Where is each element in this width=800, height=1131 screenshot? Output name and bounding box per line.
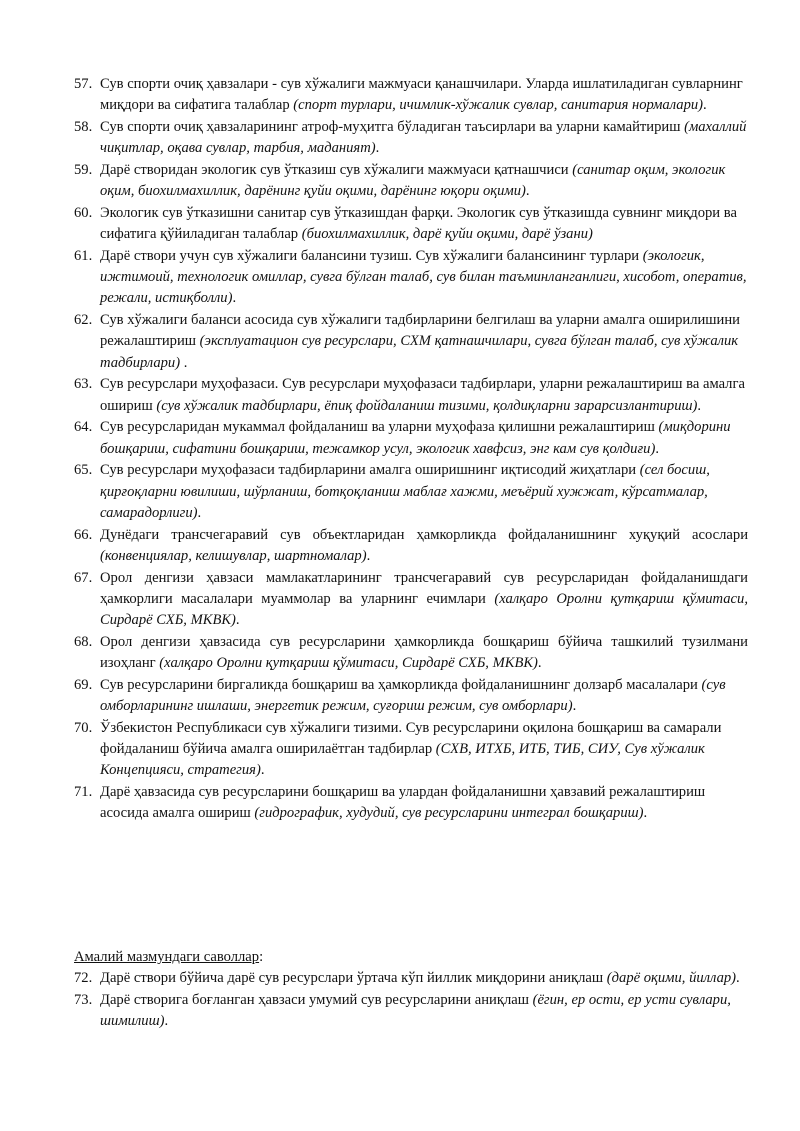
item-tail: . <box>572 698 577 715</box>
item-keywords: (сув хўжалик тадбирлари, ёпиқ фойдаланиш тизими, қолдиқларни зарарсизлантириш) <box>156 397 698 414</box>
item-keywords: (халқаро Оролни қутқариш қўмитаси, Сирдарё СХБ, МКВК) <box>100 590 748 629</box>
item-main-text: Сув спорти очиқ ҳавзалари - сув хўжалиги мажмуаси қанашчилари. Уларда ишлатиладиган сувларнинг миқдори ва сифатига талаблар <box>100 76 743 114</box>
item-main-text: Орол денгизи ҳавзасида сув ресурсларини ҳамкорликда бошқариш бўйича ташкилий тузилмани изоҳланг <box>100 633 748 672</box>
item-tail: . <box>164 1013 169 1029</box>
list-item <box>74 990 748 1032</box>
item-main-text: Дарё створи учун сув хўжалиги балансини тузиш. Сув хўжалиги балансининг турлари <box>100 248 643 264</box>
item-keywords: (сув омборларининг ишлаши, энергетик режим, суғориш режим, сув омборлари) <box>100 676 726 715</box>
item-main-text: Сув ресурслари муҳофазаси тадбирларини амалга оширишнинг иқтисодий жиҳатлари <box>100 462 640 479</box>
item-keywords: (махаллий чиқитлар, оқава сувлар, тарбия, маданият) <box>100 119 747 157</box>
item-tail: . <box>703 97 707 114</box>
item-tail: . <box>366 547 371 564</box>
item-number: 57. <box>74 76 93 92</box>
item-text <box>100 246 748 310</box>
item-main-text: Дарё створи бўйича дарё сув ресурслари ўртача кўп йиллик миқдорини аниқлаш <box>100 970 607 986</box>
item-text <box>100 203 748 245</box>
item-keywords: (биохилмахиллик, дарё қуйи оқими, дарё ўзани) <box>301 226 593 243</box>
item-main-text: Дарё ҳавзасида сув ресурсларини бошқариш ва улардан фойдаланишни ҳавзавий режалаштириш асосида амалга ошириш <box>100 784 706 822</box>
item-number: 67. <box>74 569 93 586</box>
list-item <box>74 160 748 202</box>
list-item <box>74 310 748 374</box>
section-heading-colon: : <box>259 949 264 965</box>
item-number: 60. <box>74 205 93 221</box>
list-item <box>74 203 748 245</box>
item-text <box>100 417 748 459</box>
item-main-text: Сув ресурслари муҳофазаси. Сув ресурслари муҳофазаси тадбирлари, уларни режалаштириш ва амалга ошириш <box>100 376 745 414</box>
list-item <box>74 968 748 989</box>
item-number: 64. <box>74 419 93 436</box>
item-text <box>100 990 748 1032</box>
item-main-text: Экологик сув ўтказишни санитар сув ўтказишдан фарқи. Экологик сув ўтказишда сувнинг миқдори ва сифатига қўйиладиган талаблар <box>100 205 737 243</box>
item-keywords: (миқдорини бошқариш, сифатини бошқариш, тежамкор усул, экологик хавфсиз, энг кам сув қолдиғи) <box>100 419 731 457</box>
item-number: 62. <box>74 312 93 329</box>
item-keywords: (эксплуатацион сув ресурслари, СХМ қатнашчилари, сувга бўлган талаб, сув хўжалик тадбирлари) <box>100 333 739 371</box>
item-tail: . <box>525 183 530 200</box>
item-number: 65. <box>74 462 93 479</box>
item-tail: . <box>736 970 740 986</box>
section-heading <box>74 947 263 968</box>
item-keywords: (СХВ, ИТХБ, ИТБ, ТИБ, СИУ, Сув хўжалик Концепцияси, стратегия) <box>100 741 705 779</box>
item-text <box>100 117 748 159</box>
list-item <box>74 117 748 159</box>
item-tail: . <box>537 655 542 672</box>
item-number: 61. <box>74 248 93 264</box>
item-number: 68. <box>74 633 93 650</box>
item-number: 70. <box>74 719 93 736</box>
item-keywords: (ёгин, ер ости, ер усти сувлари, шимилиш) <box>100 991 731 1029</box>
question-list <box>74 74 748 825</box>
item-text <box>100 782 748 824</box>
list-item <box>74 374 748 416</box>
item-tail: . <box>232 290 237 307</box>
item-text <box>100 968 748 989</box>
item-tail: . <box>235 612 240 629</box>
item-main-text: Ўзбекистон Республикаси сув хўжалиги тизими. Сув ресурсларини оқилона бошқариш ва самарали фойдаланиш бўйича амалга оширилаётган тадбирлар <box>100 719 722 758</box>
item-text <box>100 675 748 717</box>
item-main-text: Сув ресурсларини биргаликда бошқариш ва ҳамкорликда фойдаланишнинг долзарб масалалари <box>100 676 702 693</box>
item-tail: . <box>375 140 380 157</box>
item-text <box>100 310 748 374</box>
item-keywords: (дарё оқими, йиллар) <box>606 970 737 986</box>
item-tail: . <box>260 762 265 779</box>
item-main-text: Дунёдаги трансчегаравий сув объектларидан ҳамкорликда фойдаланишнинг хуқуқий асослари <box>100 526 748 543</box>
item-text <box>100 160 748 202</box>
item-keywords: (санитар оқим, экологик оқим, биохилмахиллик, дарёнинг қуйи оқими, дарёнинг юқори оқими) <box>100 162 726 200</box>
list-item <box>74 782 748 824</box>
item-number: 63. <box>74 376 93 393</box>
item-text <box>100 632 748 674</box>
item-text <box>100 568 748 632</box>
item-keywords: (сел босиш, қирғоқларни ювилиши, шўрланиш, ботқоқланиш маблағ хажми, меъёрий хужжат, кўрсатмалар, самарадорлиги) <box>100 462 710 521</box>
item-main-text: Дарё створига боғланган ҳавзаси умумий сув ресурсларини аниқлаш <box>100 991 533 1008</box>
item-main-text: Орол денгизи ҳавзаси мамлакатларининг трансчегаравий сув ресурсларидан фойдаланишдаги ҳамкорлиги масалалари муаммолар ва уларнинг ечимлари <box>100 569 748 607</box>
item-text <box>100 460 748 524</box>
item-tail: . <box>180 354 188 371</box>
list-item <box>74 246 748 310</box>
item-number: 73. <box>74 991 93 1008</box>
list-item <box>74 460 748 524</box>
item-tail: . <box>697 397 702 414</box>
practical-question-list <box>74 968 748 1033</box>
item-main-text: Дарё створидан экологик сув ўтказиш сув хўжалиги мажмуаси қатнашчиси <box>100 162 573 178</box>
item-keywords: (халқаро Оролни қутқариш қўмитаси, Сирдарё СХБ, МКВК) <box>159 655 538 672</box>
item-number: 69. <box>74 676 93 693</box>
item-tail: . <box>197 504 202 521</box>
item-number: 59. <box>74 162 93 178</box>
list-item <box>74 632 748 674</box>
item-text <box>100 74 748 116</box>
item-keywords: (экологик, ижтимоий, технологик омиллар, сувга бўлган талаб, сув билан таъминланганлиги, хисобот, оператив, режали, истиқболли) <box>100 248 747 307</box>
list-item <box>74 675 748 717</box>
item-number: 58. <box>74 119 93 135</box>
item-number: 72. <box>74 970 93 986</box>
item-keywords: (спорт турлари, ичимлик-хўжалик сувлар, санитария нормалари) <box>293 97 704 114</box>
item-tail: . <box>655 440 659 457</box>
item-text <box>100 525 748 567</box>
list-item <box>74 74 748 116</box>
item-text <box>100 374 748 416</box>
item-tail: . <box>643 805 648 822</box>
section-heading-text: Амалий мазмундаги саволлар <box>74 949 260 965</box>
item-main-text: Сув хўжалиги баланси асосида сув хўжалиги тадбирларини белгилаш ва уларни амалга оширилишини режалаштириш <box>100 312 740 350</box>
item-keywords: (гидрографик, худудий, сув ресурсларини интеграл бошқариш) <box>254 805 644 822</box>
list-item <box>74 718 748 782</box>
item-keywords: (конвенциялар, келишувлар, шартномалар) <box>100 547 367 564</box>
item-number: 66. <box>74 526 93 543</box>
list-item <box>74 525 748 567</box>
list-item <box>74 568 748 632</box>
item-main-text: Сув ресурсларидан мукаммал фойдаланиш ва уларни муҳофаза қилишни режалаштириш <box>100 419 659 436</box>
item-main-text: Сув спорти очиқ ҳавзаларининг атроф-муҳитга бўладиган таъсирлари ва уларни камайтириш <box>100 119 685 135</box>
list-item <box>74 417 748 459</box>
item-number: 71. <box>74 784 93 801</box>
item-text <box>100 718 748 782</box>
